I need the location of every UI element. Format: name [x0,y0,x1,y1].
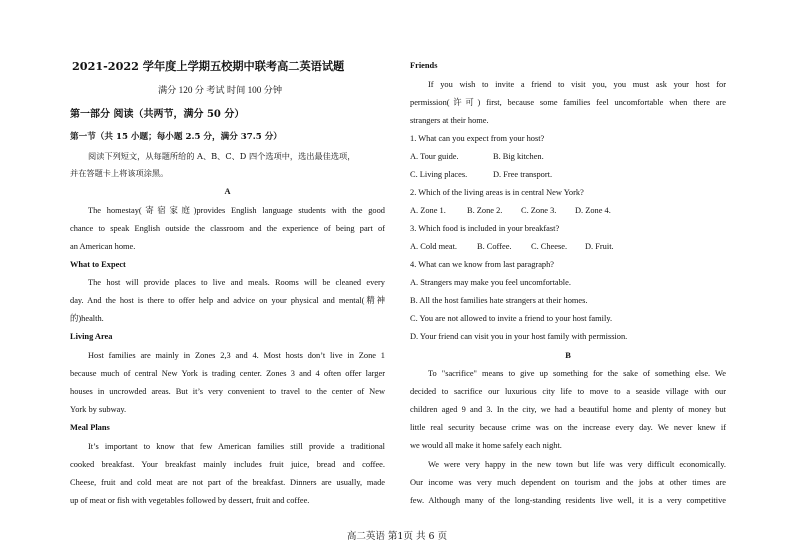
instruction-line: 并在答题卡上将该项涂黑。 [70,168,169,178]
paragraph-line: The homestay(寄宿家庭)provides English language students with the good [88,206,385,215]
paragraph-line: because much of central New York is trading center. Zones 3 and 4 often offer larger [70,369,385,378]
paragraph-line: cooked breakfast. Your breakfast mainly includes fruit juice, bread and coffee. [70,460,385,469]
option: B. Big kitchen. [493,152,544,161]
section-subheading: Meal Plans [70,423,110,432]
option: A. Zone 1. [410,206,446,215]
paragraph-line: chance to speak English outside the classroom and the experience of being part of [70,224,385,233]
passage-b-label: B [565,351,571,360]
paragraph-line: The host will provide places to live and meals. Rooms will be cleaned every [88,278,385,287]
option: D. Your friend can visit you in your host family with permission. [410,332,628,341]
paragraph-line: If you wish to invite a friend to visit you, you must ask your host for [428,80,726,89]
paragraph-line: We were very happy in the new town but life was very difficult economically. [428,460,726,469]
paragraph-line: an American home. [70,242,136,251]
paragraph-line: we would all make it home safely each night. [410,441,562,450]
paragraph-line: permission(许可) first, because some families feel uncomfortable when there are [410,98,726,107]
paragraph-line: children aged 9 and 3. In the city, we had a beautiful home and plenty of money but [410,405,726,414]
passage-a-label: A [224,187,231,196]
option: A. Strangers may make you feel uncomfortable. [410,278,571,287]
option: B. All the host families hate strangers at their homes. [410,296,588,305]
option: C. Zone 3. [521,206,557,215]
paragraph-line: Our income was very much dependent on tourism and the jobs at other times are [410,478,726,487]
question-stem: 4. What can we know from last paragraph? [410,260,555,269]
option: C. Living places. [410,170,468,179]
instruction-line: 阅读下列短文，从每题所给的 A、B、C、D 四个选项中，选出最佳选项， [88,151,356,161]
paragraph-line: little real security because crime was on the increase every day. We never knew if [410,423,726,432]
part-heading: 第一部分 阅读（共两节，满分 50 分） [70,109,245,120]
section-subheading: What to Expect [70,260,126,269]
paragraph-line: To "sacrifice" means to give up something for the sake of something else. We [428,369,726,378]
paragraph-line: It’s important to know that few American families still provide a traditional [88,442,385,451]
option: B. Coffee. [477,242,512,251]
section-subheading: Friends [410,61,438,70]
section-heading: 第一节（共 15 小题；每小题 2.5 分，满分 37.5 分） [70,132,282,142]
paragraph-line: York by subway. [70,405,127,414]
option: B. Zone 2. [467,206,503,215]
section-subheading: Living Area [70,332,113,341]
paragraph-line: few. Although many of the long-standing residents live well, it is a very competitive [410,496,726,505]
question-stem: 3. Which food is included in your breakfast? [410,224,560,233]
page-footer: 高二英语 第1页 共 6 页 [346,531,448,542]
paragraph-line: up of meat or fish with vegetables followed by dessert, fruit and coffee. [70,496,310,505]
paragraph-line: 的)health. [70,314,104,323]
option: D. Free transport. [493,170,553,179]
option: D. Fruit. [585,242,614,251]
paragraph-line: decided to sacrifice our luxurious city life to move to a seaside village with our [410,387,726,396]
paragraph-line: day. And the host is there to offer help and advice on your physical and mental(精神 [70,296,385,305]
exam-subtitle: 满分 120 分 考试 时间 100 分钟 [158,85,283,95]
paragraph-line: Host families are mainly in Zones 2,3 and 4. Most hosts don’t live in Zone 1 [88,351,385,360]
paragraph-line: Cheese, fruit and cold meat are not part of the breakfast. Dinners are usually, made [70,478,385,487]
paragraph-line: strangers at their home. [410,116,489,125]
option: A. Cold meat. [410,242,457,251]
question-stem: 2. Which of the living areas is in central New York? [410,188,584,197]
option: C. You are not allowed to invite a friend to your host family. [410,314,613,323]
question-stem: 1. What can you expect from your host? [410,134,545,143]
option: A. Tour guide. [410,152,459,161]
option: C. Cheese. [531,242,568,251]
exam-title: 2021-2022 学年度上学期五校期中联考高二英语试题 [72,59,345,73]
paragraph-line: houses in uncrowded areas. But it’s very convenient to travel to the center of New [70,387,385,396]
option: D. Zone 4. [575,206,611,215]
